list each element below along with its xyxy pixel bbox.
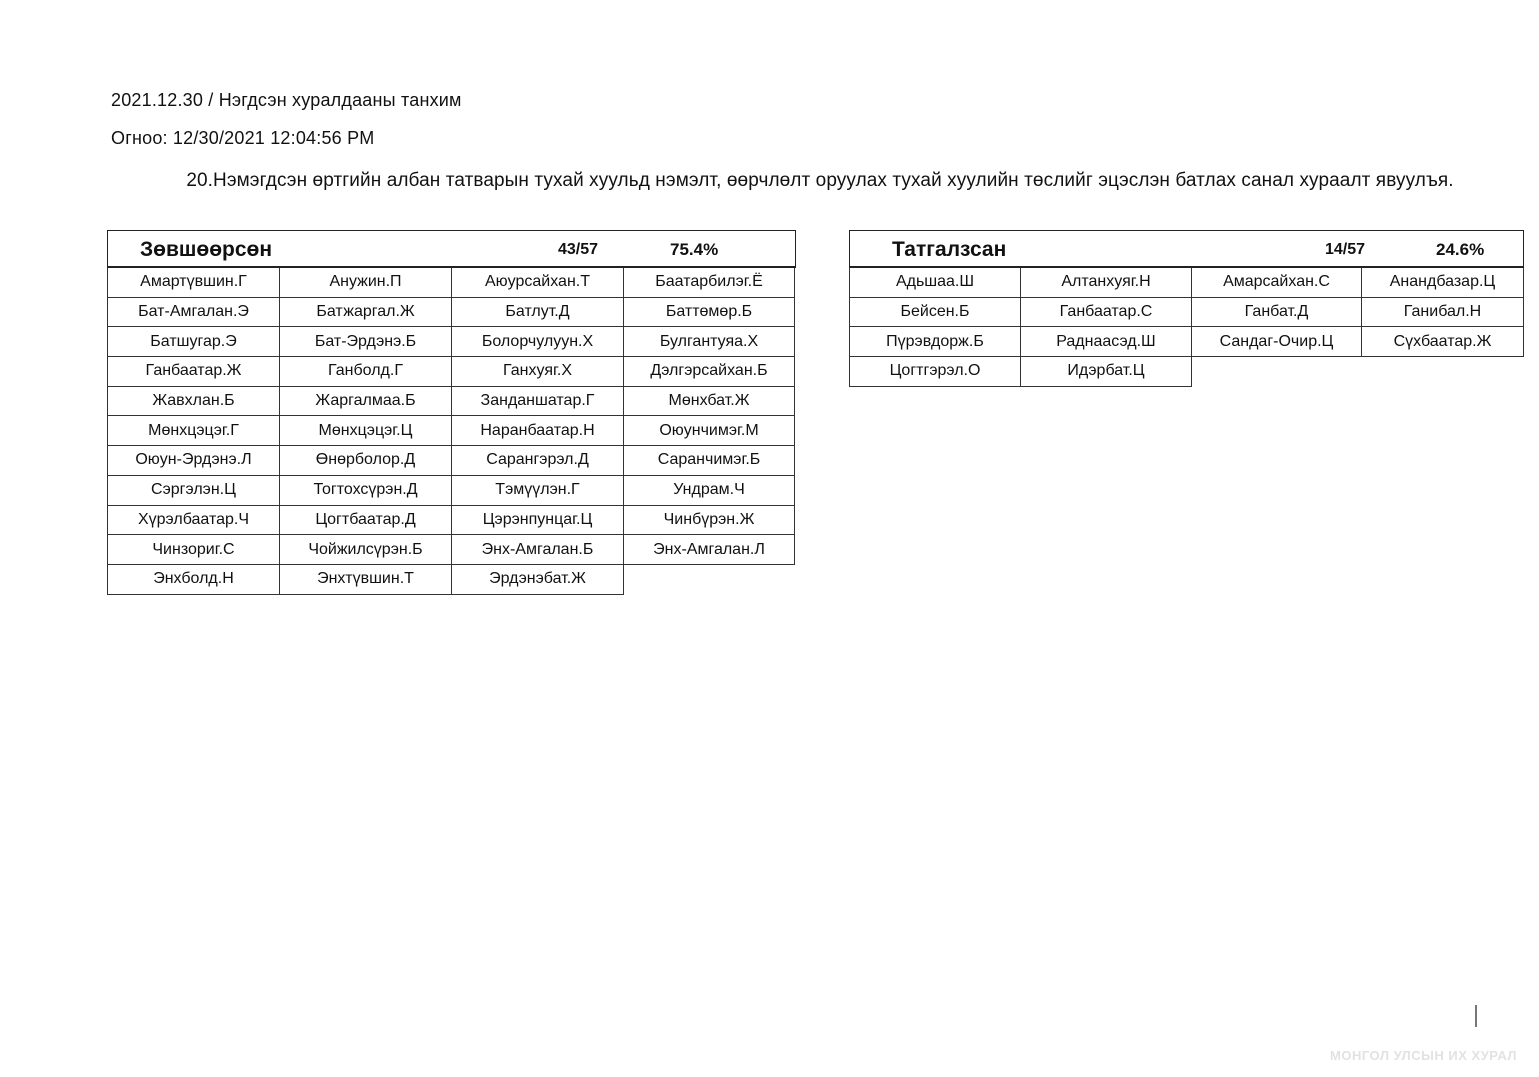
- approved-member-cell: Наранбаатар.Н: [452, 416, 624, 446]
- approved-member-cell: Баатарбилэг.Ё: [624, 268, 795, 298]
- rejected-member-cell: Идэрбат.Ц: [1021, 357, 1192, 387]
- date-location-line: 2021.12.30 / Нэгдсэн хуралдааны танхим: [111, 90, 462, 110]
- approved-member-cell: Амартүвшин.Г: [107, 268, 280, 298]
- approved-count: 43/57: [558, 241, 599, 258]
- approved-member-cell: Цэрэнпунцаг.Ц: [452, 506, 624, 536]
- approved-member-cell: Тогтохсүрэн.Д: [280, 476, 452, 506]
- approved-member-cell: Сэргэлэн.Ц: [107, 476, 280, 506]
- timestamp-line: Огноо: 12/30/2021 12:04:56 PM: [111, 128, 375, 148]
- approved-member-cell: Өнөрболор.Д: [280, 446, 452, 476]
- approved-member-cell: Анужин.П: [280, 268, 452, 298]
- rejected-member-cell: Алтанхуяг.Н: [1021, 268, 1192, 298]
- approved-member-cell: Хүрэлбаатар.Ч: [107, 506, 280, 536]
- approved-member-cell: Саранчимэг.Б: [624, 446, 795, 476]
- approved-member-cell: Тэмүүлэн.Г: [452, 476, 624, 506]
- approved-header: [107, 230, 796, 268]
- approved-member-cell: Энхболд.Н: [107, 565, 280, 595]
- approved-member-cell: Сарангэрэл.Д: [452, 446, 624, 476]
- rejected-count: 14/57: [1325, 241, 1366, 258]
- rejected-header: [849, 230, 1524, 268]
- approved-percent: 75.4%: [670, 240, 719, 259]
- rejected-member-cell: Цогтгэрэл.О: [849, 357, 1021, 387]
- rejected-member-cell: Ганибал.Н: [1362, 298, 1524, 328]
- approved-member-cell: Баттөмөр.Б: [624, 298, 795, 328]
- rejected-percent: 24.6%: [1436, 240, 1485, 259]
- approved-member-cell: Ганбаатар.Ж: [107, 357, 280, 387]
- approved-member-cell: Чинзориг.С: [107, 535, 280, 565]
- watermark-stamp: МОНГОЛ УЛСЫН ИХ ХУРАЛ: [1330, 1048, 1517, 1063]
- scan-mark: [1475, 1005, 1477, 1027]
- rejected-member-cell: Адьшаа.Ш: [849, 268, 1021, 298]
- approved-member-cell: Чинбүрэн.Ж: [624, 506, 795, 536]
- approved-panel: [107, 230, 796, 600]
- rejected-member-cell: Бейсен.Б: [849, 298, 1021, 328]
- approved-member-cell: Булгантуяа.Х: [624, 327, 795, 357]
- rejected-member-cell: Ганбат.Д: [1192, 298, 1362, 328]
- approved-member-cell: Энх-Амгалан.Л: [624, 535, 795, 565]
- vote-question: 20.Нэмэгдсэн өртгийн албан татварын тухай хуульд нэмэлт, өөрчлөлт оруулах тухай хуулийн төслийг эцэслэн батлах санал хураалт явуулъя.: [186, 170, 1454, 191]
- approved-member-cell: Мөнхцэцэг.Г: [107, 416, 280, 446]
- approved-member-cell: Батлут.Д: [452, 298, 624, 328]
- approved-member-cell: Батшугар.Э: [107, 327, 280, 357]
- approved-member-cell: Батжаргал.Ж: [280, 298, 452, 328]
- approved-member-cell: Бат-Амгалан.Э: [107, 298, 280, 328]
- approved-member-cell: Занданшатар.Г: [452, 387, 624, 417]
- approved-names-grid: [107, 268, 795, 595]
- approved-member-cell: Дэлгэрсайхан.Б: [624, 357, 795, 387]
- approved-member-cell: Оюунчимэг.М: [624, 416, 795, 446]
- rejected-member-cell: Раднаасэд.Ш: [1021, 327, 1192, 357]
- rejected-member-cell: Анандбазар.Ц: [1362, 268, 1524, 298]
- approved-member-cell: Бат-Эрдэнэ.Б: [280, 327, 452, 357]
- approved-member-cell: Эрдэнэбат.Ж: [452, 565, 624, 595]
- approved-member-cell: Ундрам.Ч: [624, 476, 795, 506]
- approved-member-cell: Энх-Амгалан.Б: [452, 535, 624, 565]
- approved-member-cell: Цогтбаатар.Д: [280, 506, 452, 536]
- approved-member-cell: Энхтүвшин.Т: [280, 565, 452, 595]
- approved-member-cell: Жавхлан.Б: [107, 387, 280, 417]
- approved-title: Зөвшөөрсөн: [140, 238, 273, 261]
- rejected-member-cell: Сүхбаатар.Ж: [1362, 327, 1524, 357]
- rejected-member-cell: Амарсайхан.С: [1192, 268, 1362, 298]
- approved-member-cell: Оюун-Эрдэнэ.Л: [107, 446, 280, 476]
- approved-member-cell: Мөнхбат.Ж: [624, 387, 795, 417]
- approved-member-cell: Ганхуяг.Х: [452, 357, 624, 387]
- rejected-names-grid: [849, 268, 1524, 387]
- approved-member-cell: Мөнхцэцэг.Ц: [280, 416, 452, 446]
- approved-member-cell: Жаргалмаа.Б: [280, 387, 452, 417]
- rejected-member-cell: Ганбаатар.С: [1021, 298, 1192, 328]
- approved-member-cell: Ганболд.Г: [280, 357, 452, 387]
- rejected-member-cell: Пүрэвдорж.Б: [849, 327, 1021, 357]
- approved-member-cell: Аюурсайхан.Т: [452, 268, 624, 298]
- rejected-title: Татгалзсан: [892, 238, 1007, 261]
- approved-member-cell: Чойжилсүрэн.Б: [280, 535, 452, 565]
- rejected-member-cell: Сандаг-Очир.Ц: [1192, 327, 1362, 357]
- rejected-panel: [849, 230, 1524, 400]
- approved-member-cell: Болорчулуун.Х: [452, 327, 624, 357]
